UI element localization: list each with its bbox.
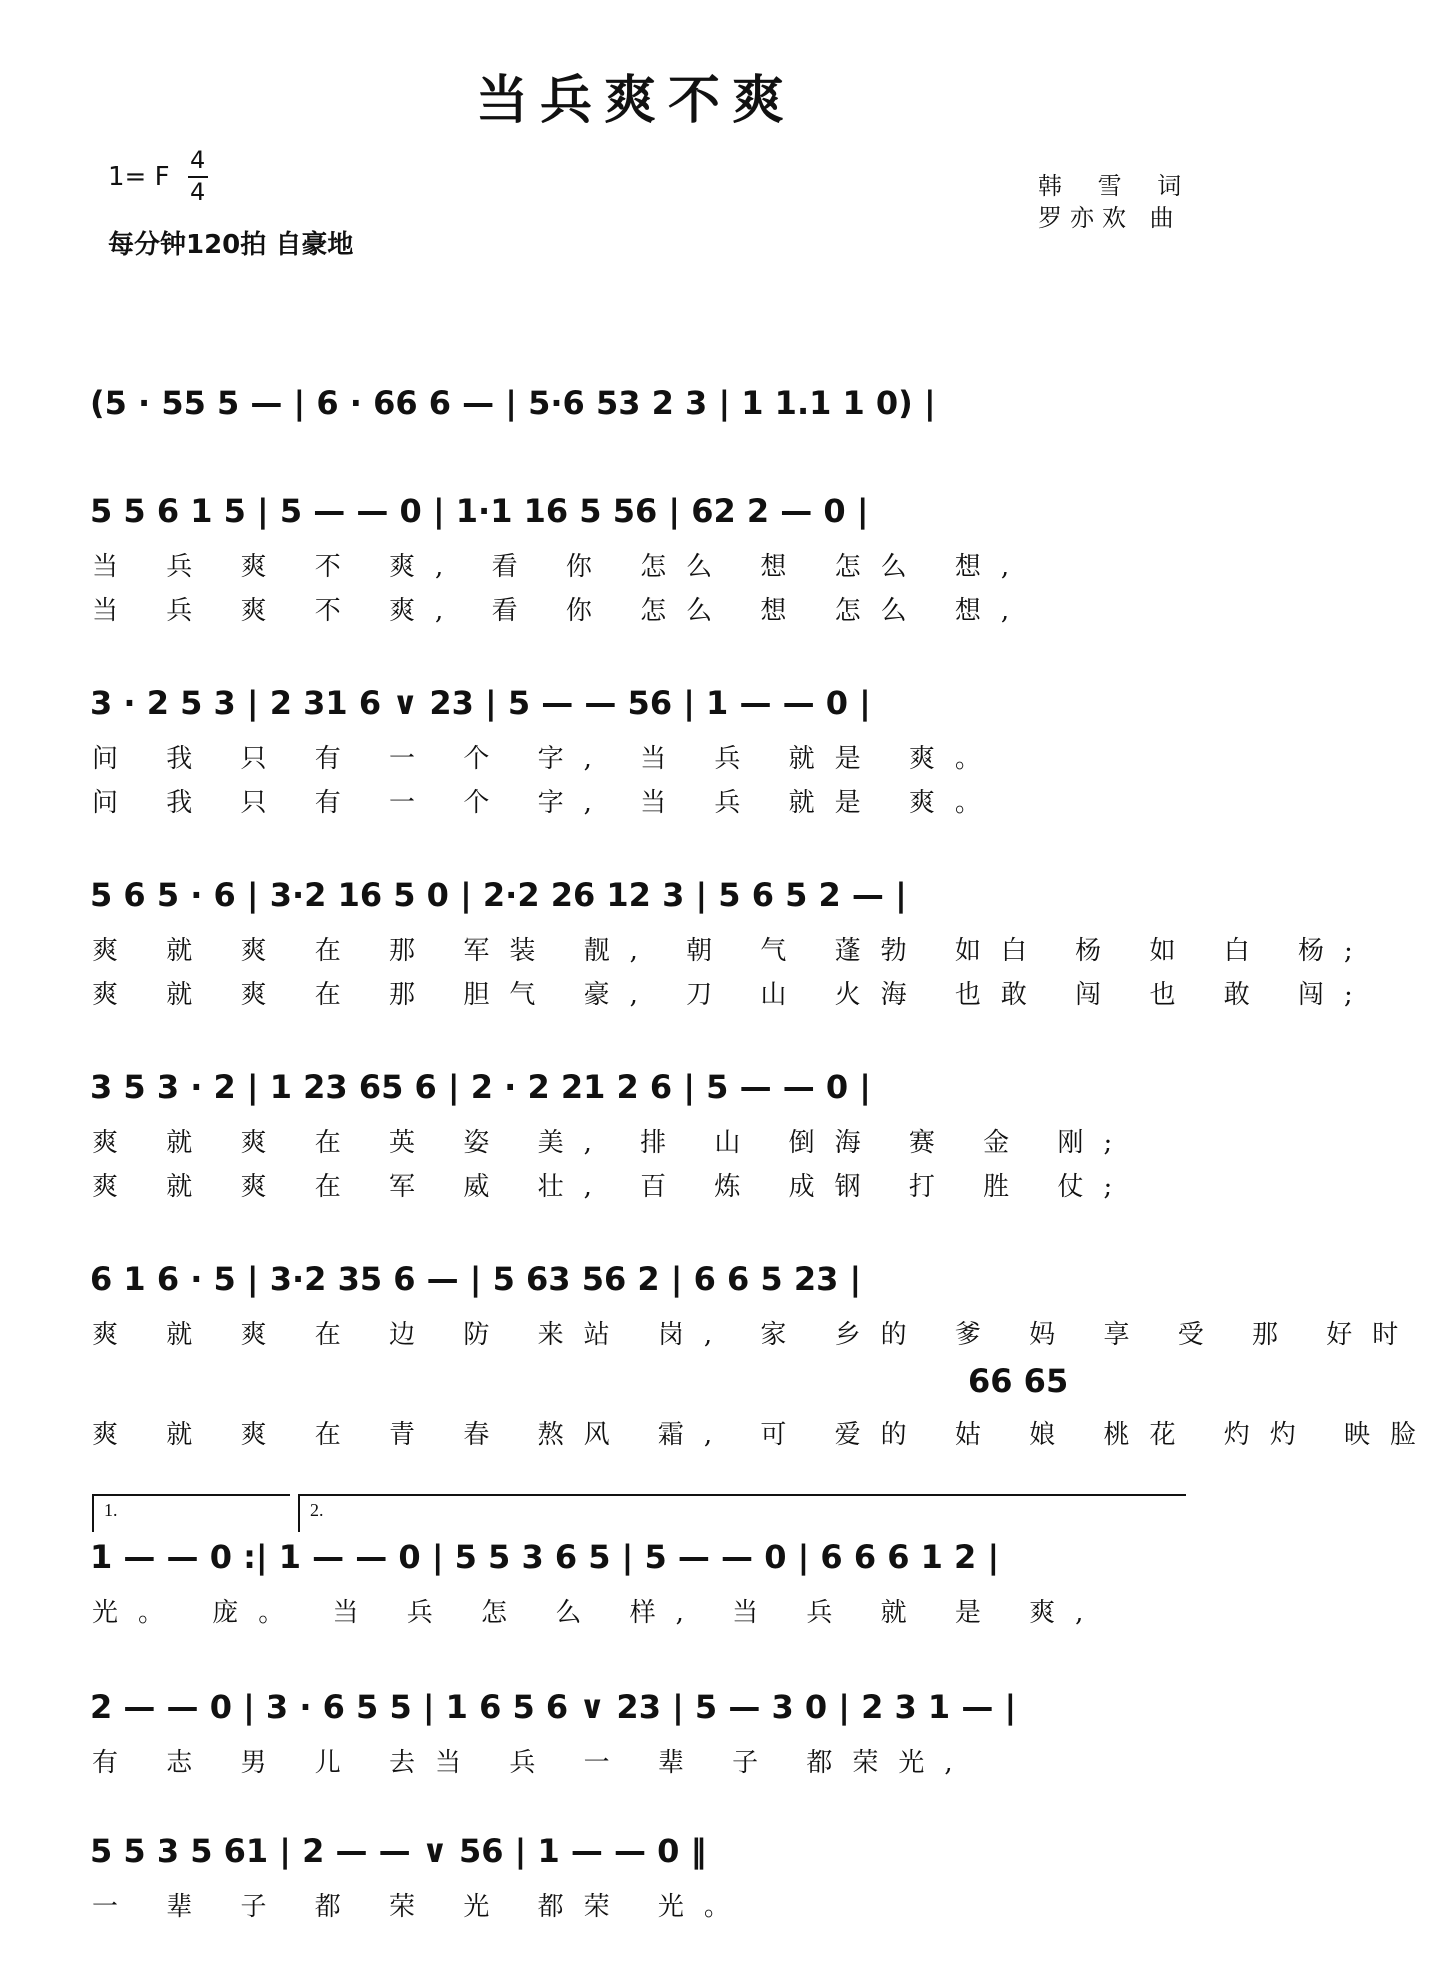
lyric-row-3-verse-1: 爽 就 爽 在 那 军装 靓, 朝 气 蓬勃 如白 杨 如 白 杨;	[92, 936, 1373, 966]
key-signature: 1= F	[108, 162, 170, 192]
score-row-4: 3 5 3 · 2 | 1 23 65 6 | 2 · 2 21 2 6 | 5 — — 0 |	[90, 1068, 871, 1106]
time-signature-bottom: 4	[190, 178, 206, 206]
lyric-row-1-verse-2: 当 兵 爽 不 爽, 看 你 怎么 想 怎么 想,	[92, 596, 1030, 626]
score-row-2: 3 · 2 5 3 | 2 31 6 ∨ 23 | 5 — — 56 | 1 — — 0 |	[90, 684, 871, 722]
song-title: 当兵爽不爽	[475, 71, 796, 131]
lyric-row-8: 有 志 男 儿 去当 兵 一 辈 子 都荣光,	[92, 1748, 973, 1778]
score-row-9: 5 5 3 5 61 | 2 — — ∨ 56 | 1 — — 0 ‖	[90, 1832, 707, 1870]
score-row-8: 2 — — 0 | 3 · 6 5 5 | 1 6 5 6 ∨ 23 | 5 — 3 0 | 2 3 1 — |	[90, 1688, 1017, 1726]
score-row-1: 5 5 6 1 5 | 5 — — 0 | 1·1 16 5 56 | 62 2 — 0 |	[90, 492, 869, 530]
score-row-3: 5 6 5 · 6 | 3·2 16 5 0 | 2·2 26 12 3 | 5 6 5 2 — |	[90, 876, 907, 914]
lyric-row-1-verse-1: 当 兵 爽 不 爽, 看 你 怎么 想 怎么 想,	[92, 552, 1030, 582]
lyricist-credit: 韩 雪 词	[1038, 172, 1196, 200]
second-ending-number: 2.	[310, 1500, 324, 1520]
second-ending-bracket	[298, 1494, 1186, 1532]
first-ending-bracket	[92, 1494, 290, 1532]
lyric-row-4-verse-2: 爽 就 爽 在 军 威 壮, 百 炼 成钢 打 胜 仗;	[92, 1172, 1133, 1202]
lyric-row-5-verse-1: 爽 就 爽 在 边 防 来站 岗, 家 乡的 爹 妈 享 受 那 好时	[92, 1320, 1419, 1350]
lyric-row-3-verse-2: 爽 就 爽 在 那 胆气 豪, 刀 山 火海 也敢 闯 也 敢 闯;	[92, 980, 1373, 1010]
score-row-5: 6 1 6 · 5 | 3·2 35 6 — | 5 63 56 2 | 6 6 5 23 |	[90, 1260, 862, 1298]
lyric-row-4-verse-1: 爽 就 爽 在 英 姿 美, 排 山 倒海 赛 金 刚;	[92, 1128, 1133, 1158]
lyric-row-9: 一 辈 子 都 荣 光 都荣 光。	[92, 1892, 750, 1922]
lyric-row-2-verse-1: 问 我 只 有 一 个 字, 当 兵 就是 爽。	[92, 744, 1001, 774]
lyric-row-2-verse-2: 问 我 只 有 一 个 字, 当 兵 就是 爽。	[92, 788, 1001, 818]
first-ending-number: 1.	[104, 1500, 118, 1520]
time-signature-top: 4	[190, 146, 206, 174]
lyric-row-7: 光。 庞。 当 兵 怎 么 样, 当 兵 就 是 爽,	[92, 1598, 1104, 1628]
lyric-row-5-verse-2: 爽 就 爽 在 青 春 熬风 霜, 可 爱的 姑 娘 桃花 灼灼 映脸	[92, 1420, 1436, 1450]
score-row-intro: (5 · 55 5 — | 6 · 66 6 — | 5·6 53 2 3 | 1 1.1 1 0) |	[90, 384, 936, 422]
tempo-marking: 每分钟120拍 自豪地	[108, 230, 354, 260]
score-row-5-alt-notes: 66 65	[968, 1362, 1069, 1400]
score-row-7: 1 — — 0 :| 1 — — 0 | 5 5 3 6 5 | 5 — — 0 | 6 6 6 1 2 |	[90, 1538, 1000, 1576]
composer-credit: 罗亦欢 曲	[1038, 204, 1182, 232]
